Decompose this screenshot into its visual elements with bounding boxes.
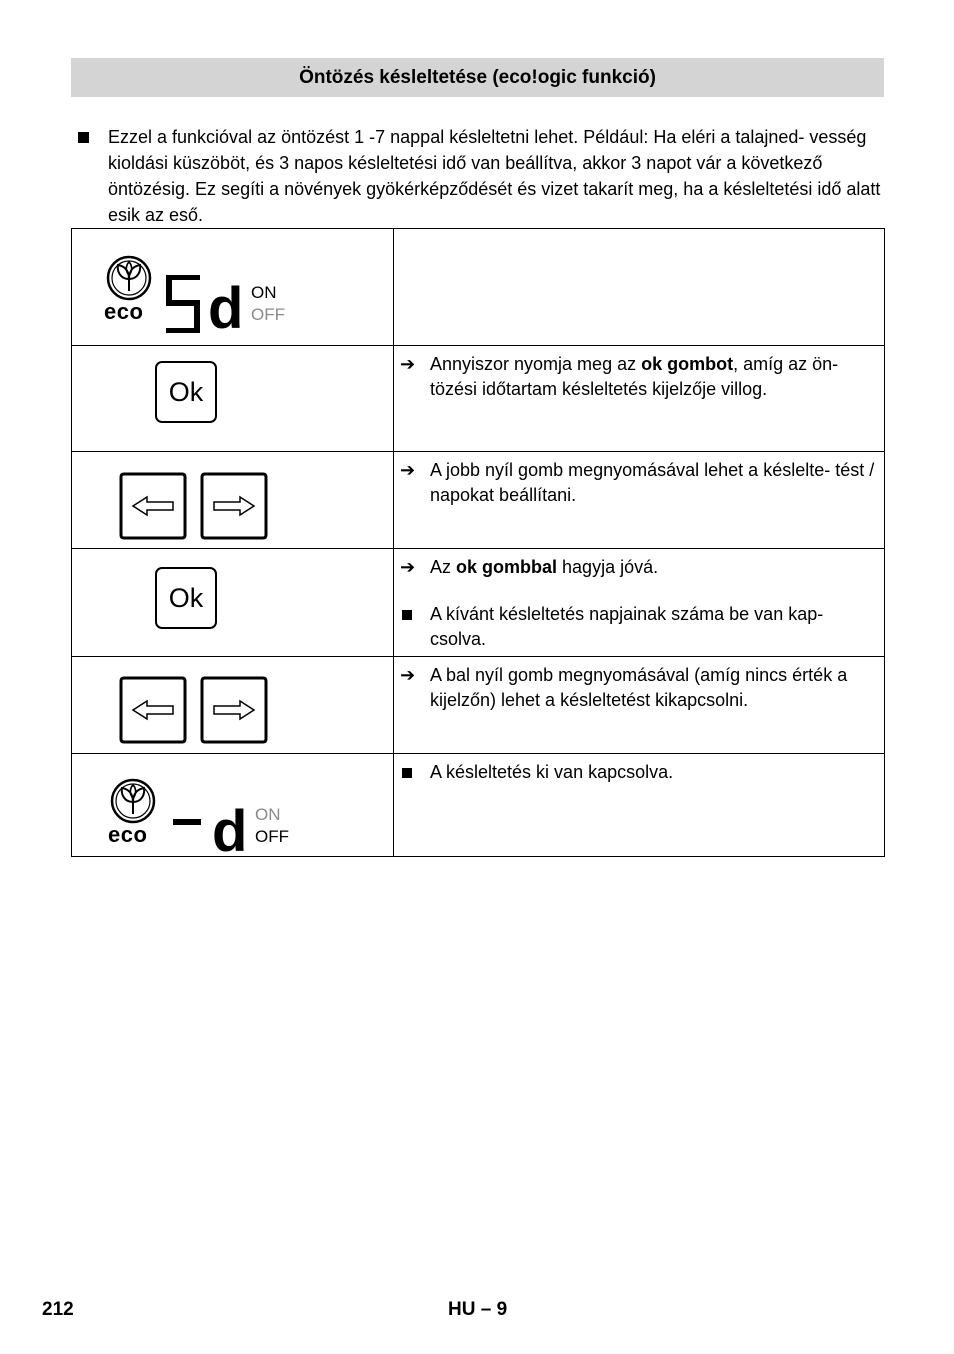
ok-button[interactable] [155, 361, 217, 423]
on-label: ON [251, 283, 277, 302]
dash-segment [170, 816, 204, 828]
step-cell [394, 657, 885, 754]
arrow-right-icon: ➔ [400, 354, 416, 374]
ok-cell [72, 549, 394, 657]
right-arrow-icon [214, 497, 254, 515]
right-arrow-icon [214, 701, 254, 719]
arrow-buttons-cell [72, 657, 394, 754]
intro-paragraph [73, 124, 885, 228]
arrow-right-icon: ➔ [400, 460, 416, 480]
square-bullet-icon [402, 768, 412, 778]
step-cell [394, 452, 885, 549]
on-label: ON [255, 805, 281, 824]
step-text: A bal nyíl gomb megnyomásával (amíg nincs érték a kijelzőn) lehet a késleltetést kikapcsolni. [430, 665, 848, 710]
step-cell [394, 346, 885, 452]
step-item [394, 352, 884, 402]
right-arrow-button[interactable] [200, 472, 268, 540]
step-item [394, 663, 884, 713]
table-row [72, 657, 885, 754]
intro-text: Ezzel a funkcióval az öntözést 1 -7 nappal késleltetni lehet. Például: Ha eléri a talajned- vesség kioldási küszöböt, és 3 napos késleltetési idő van beállítva, akkor 3 napot vár a következő öntözésig. Ez segíti a növények gyökérképződését és vizet takarít meg, ha a késleltetési idő alatt esik az eső. [108, 127, 881, 225]
result-item [394, 602, 884, 652]
step-item [394, 555, 884, 580]
ok-cell [72, 346, 394, 452]
on-off-indicator [251, 282, 285, 326]
step-item [394, 458, 884, 508]
step-cell [394, 754, 885, 857]
on-off-indicator [255, 804, 289, 848]
instruction-table [71, 228, 885, 864]
step-text: Annyiszor nyomja meg az [430, 354, 642, 374]
table-row [72, 549, 885, 657]
table-row [72, 452, 885, 549]
arrow-right-icon: ➔ [400, 557, 416, 577]
ok-button[interactable] [155, 567, 217, 629]
day-unit-letter: d [208, 276, 244, 341]
square-bullet-icon [402, 610, 412, 620]
page-number: 212 [42, 1299, 74, 1320]
off-label: OFF [255, 827, 289, 846]
table-row [72, 346, 885, 452]
step-bold: ok gombbal [456, 557, 558, 577]
table-row [72, 754, 885, 857]
display-cell-off [72, 754, 394, 864]
right-arrow-button[interactable] [200, 676, 268, 744]
arrow-right-icon: ➔ [400, 665, 416, 685]
day-unit-letter: d [212, 799, 248, 864]
left-arrow-icon [133, 497, 173, 515]
step-text: , amíg az ön- tözési időtartam késleltetés kijelzője villog. [430, 354, 839, 399]
eco-leaf-icon [110, 778, 156, 824]
step-text: Az [430, 557, 457, 577]
ok-button-label: Ok [168, 582, 204, 613]
left-arrow-icon [133, 701, 173, 719]
step-text: hagyja jóvá. [557, 557, 659, 577]
seven-segment-digit [166, 275, 200, 333]
eco-label: eco [104, 299, 144, 324]
step-bold: ok gombot [641, 354, 734, 374]
eco-leaf-icon [106, 255, 152, 301]
section-title: Öntözés késleltetése (eco!ogic funkció) [299, 66, 656, 88]
text-cell-empty [394, 229, 885, 346]
ok-button-label: Ok [168, 376, 204, 407]
eco-label: eco [108, 822, 148, 847]
left-arrow-button[interactable] [119, 676, 187, 744]
result-item [394, 760, 884, 785]
table-row [72, 229, 885, 346]
section-code: HU – 9 [448, 1299, 508, 1320]
step-text: A jobb nyíl gomb megnyomásával lehet a késlelte- tést / napokat beállítani. [430, 460, 875, 505]
display-cell-on [72, 229, 394, 346]
result-text: A késleltetés ki van kapcsolva. [430, 762, 674, 782]
arrow-buttons-cell [72, 452, 394, 549]
step-cell [394, 549, 885, 657]
square-bullet-icon [78, 132, 89, 143]
section-title-bar [71, 58, 884, 97]
off-label: OFF [251, 305, 285, 324]
result-text: A kívánt késleltetés napjainak száma be van kap- csolva. [430, 604, 824, 649]
left-arrow-button[interactable] [119, 472, 187, 540]
